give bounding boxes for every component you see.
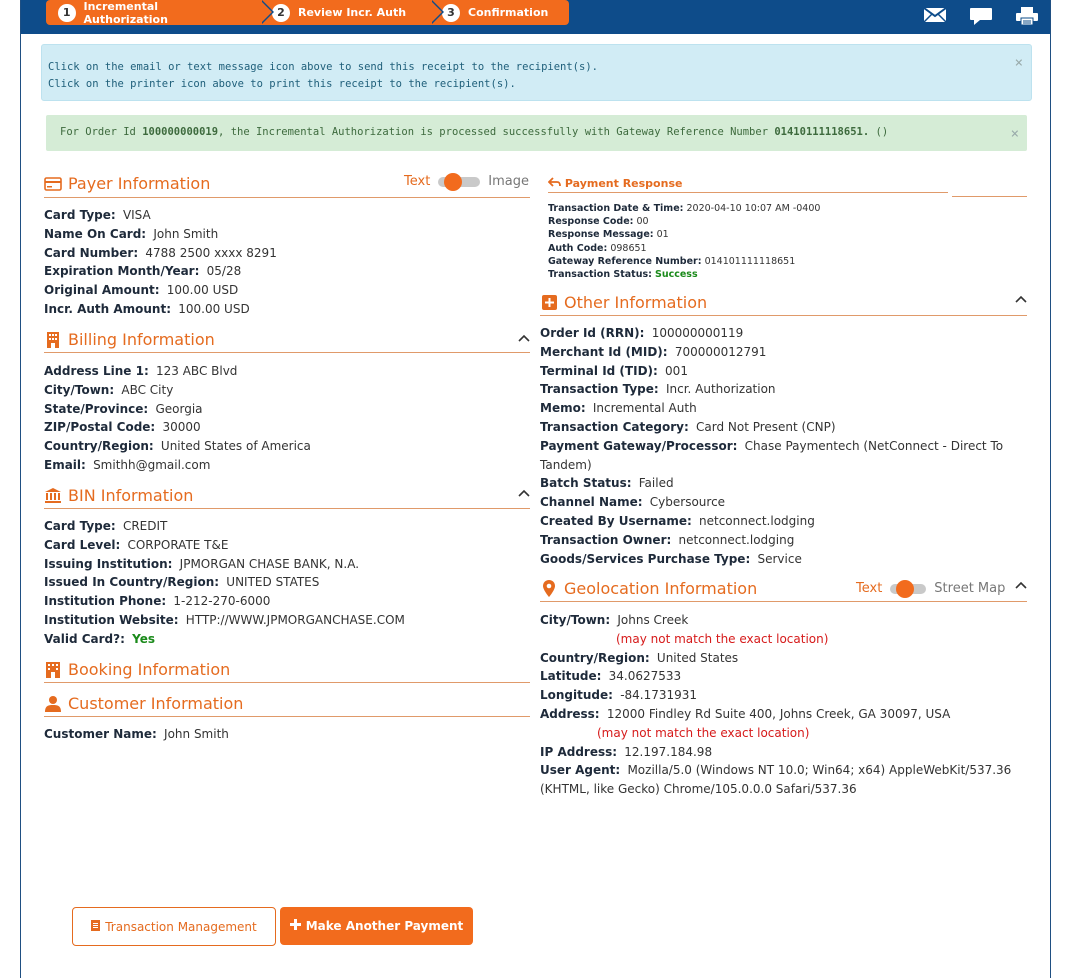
print-icon[interactable] — [1014, 6, 1040, 29]
field-row: Card Number: 4788 2500 xxxx 8291 — [44, 245, 277, 260]
document-icon — [91, 920, 100, 934]
field-row: Transaction Category: Card Not Present (CNP) — [540, 419, 836, 434]
step-number: 2 — [272, 4, 290, 22]
field-row: Card Type: CREDIT — [44, 519, 168, 533]
bank-icon — [44, 486, 62, 504]
success-alert — [46, 115, 1027, 151]
field-row: Created By Username: netconnect.lodging — [540, 513, 815, 528]
booking-info-header — [44, 657, 530, 683]
section-title: Payment Response — [564, 177, 683, 190]
section-title: Booking Information — [68, 660, 231, 679]
field-row: Issuing Institution: JPMORGAN CHASE BANK, N.A. — [44, 556, 360, 571]
step-review[interactable] — [260, 0, 430, 25]
chevron-up-icon[interactable] — [1015, 292, 1027, 307]
toggle-switch[interactable] — [438, 177, 480, 187]
customer-info-header — [44, 690, 530, 717]
user-icon — [44, 694, 62, 712]
field-row: Payment Gateway/Processor: Chase Paymentech (NetConnect - Direct To — [540, 438, 1004, 453]
credit-card-icon — [44, 175, 62, 193]
transaction-management-button[interactable] — [72, 907, 276, 946]
field-row: City/Town: ABC City — [44, 382, 174, 397]
field-row: Institution Website: HTTP://WWW.JPMORGANCHASE.COM — [44, 612, 405, 627]
receipt-actions — [922, 6, 1040, 29]
wizard-steps — [46, 0, 569, 25]
success-middle: , the Incremental Authorization is processed successfully with Gateway Reference Number — [218, 126, 775, 138]
field-row: Address: 12000 Findley Rd Suite 400, Johns Creek, GA 30097, USA — [540, 706, 951, 721]
field-row: Name On Card: John Smith — [44, 226, 219, 241]
info-line-2: Click on the printer icon above to print this receipt to the recipient(s). — [48, 78, 516, 90]
reply-icon — [548, 177, 565, 190]
field-row: Goods/Services Purchase Type: Service — [540, 551, 802, 566]
other-info-header — [540, 289, 1027, 316]
make-another-payment-button[interactable] — [280, 907, 473, 945]
field-row: Transaction Date & Time: 2020-04-10 10:07 AM -0400 — [548, 203, 821, 214]
section-title: Customer Information — [68, 693, 244, 713]
close-icon[interactable]: × — [1014, 55, 1023, 71]
other-fields — [540, 324, 1003, 568]
field-row: Valid Card?: Yes — [44, 631, 156, 646]
customer-fields — [44, 725, 229, 744]
field-row: Order Id (RRN): 100000000119 — [540, 326, 744, 340]
field-row: Transaction Owner: netconnect.lodging — [540, 532, 795, 547]
section-title: Billing Information — [68, 329, 215, 349]
section-title: Payer Information — [68, 174, 211, 193]
button-label: Transaction Management — [105, 919, 257, 934]
step-label: Incremental Authorization — [83, 0, 168, 26]
field-row: Email: Smithh@gmail.com — [44, 457, 211, 472]
success-ref: 01410111118651. — [774, 126, 870, 138]
field-row: Original Amount: 100.00 USD — [44, 283, 239, 298]
section-title: BIN Information — [68, 485, 194, 505]
step-number: 3 — [442, 4, 460, 22]
field-row: Address Line 1: 123 ABC Blvd — [44, 364, 238, 378]
field-row: Card Level: CORPORATE T&E — [44, 537, 229, 552]
field-row: Response Message: 01 — [548, 229, 669, 241]
button-label: Make Another Payment — [305, 919, 464, 933]
field-row: Country/Region: United States — [540, 650, 739, 665]
field-row: Expiration Month/Year: 05/28 — [44, 264, 242, 279]
geo-fields — [540, 611, 1011, 799]
field-row: Transaction Status: Success — [548, 269, 698, 281]
field-row: Terminal Id (TID): 001 — [540, 363, 688, 378]
toggle-text-label: Text — [404, 174, 431, 189]
field-row: Issued In Country/Region: UNITED STATES — [44, 575, 320, 590]
toggle-text-label: Text — [856, 581, 883, 596]
field-row: Latitude: 34.0627533 — [540, 669, 682, 684]
field-row: Country/Region: United States of America — [44, 439, 311, 454]
billing-fields — [44, 362, 311, 475]
chevron-up-icon[interactable] — [518, 486, 530, 501]
field-row: Card Type: VISA — [44, 208, 151, 222]
field-row: Institution Phone: 1-212-270-6000 — [44, 594, 271, 609]
field-row: ZIP/Postal Code: 30000 — [44, 420, 201, 435]
section-title: Other Information — [564, 292, 708, 312]
plus-square-icon — [540, 293, 558, 311]
field-row: (KHTML, like Gecko) Chrome/105.0.0.0 Safari/537.36 — [540, 782, 857, 797]
field-row: Gateway Reference Number: 014101111118651 — [548, 255, 796, 267]
chevron-up-icon[interactable] — [518, 331, 530, 346]
field-row: Incr. Auth Amount: 100.00 USD — [44, 301, 250, 316]
field-row: Merchant Id (MID): 700000012791 — [540, 344, 767, 359]
success-suffix: () — [869, 126, 889, 138]
payer-view-toggle[interactable] — [404, 174, 529, 189]
info-alert — [41, 44, 1032, 101]
field-row: Batch Status: Failed — [540, 476, 674, 491]
toggle-street-map-label: Street Map — [934, 581, 1006, 596]
step-number: 1 — [58, 4, 76, 22]
field-row: Response Code: 00 — [548, 216, 649, 228]
success-order-id: 100000000019 — [142, 126, 219, 138]
field-row: City/Town: Johns Creek — [540, 613, 689, 627]
bin-info-header — [44, 482, 530, 509]
toggle-switch[interactable] — [890, 584, 926, 594]
field-row: User Agent: Mozilla/5.0 (Windows NT 10.0; Win64; x64) AppleWebKit/537.36 — [540, 763, 1012, 778]
close-icon[interactable]: × — [1010, 126, 1019, 142]
building-icon — [44, 330, 62, 348]
step-confirmation[interactable] — [430, 0, 569, 25]
message-icon[interactable] — [968, 6, 994, 29]
chevron-up-icon[interactable] — [1015, 578, 1027, 593]
field-row: Tandem) — [540, 457, 592, 472]
section-title: Geolocation Information — [564, 578, 758, 598]
divider — [952, 196, 1027, 197]
step-incremental-authorization[interactable] — [46, 0, 260, 25]
field-row: State/Province: Georgia — [44, 401, 203, 416]
field-row: IP Address: 12.197.184.98 — [540, 744, 713, 759]
billing-info-header — [44, 326, 530, 353]
payment-response-header — [548, 177, 948, 193]
payer-fields — [44, 206, 277, 319]
step-label: Review Incr. Auth — [298, 6, 407, 19]
info-line-1: Click on the email or text message icon above to send this receipt to the recipient(s). — [48, 61, 598, 73]
field-row: Longitude: -84.1731931 — [540, 688, 698, 703]
step-label: Confirmation — [468, 6, 549, 19]
field-row: Transaction Type: Incr. Authorization — [540, 382, 776, 397]
map-marker-icon — [540, 579, 558, 597]
location-warning: (may not match the exact location) — [597, 725, 810, 740]
bin-fields — [44, 517, 405, 649]
field-row: Channel Name: Cybersource — [540, 495, 726, 510]
field-row: Customer Name: John Smith — [44, 727, 229, 741]
field-row: Auth Code: 098651 — [548, 242, 647, 254]
geo-view-toggle[interactable] — [856, 581, 1005, 596]
plus-icon — [290, 919, 301, 933]
field-row: Memo: Incremental Auth — [540, 401, 697, 416]
email-icon[interactable] — [922, 6, 948, 29]
toggle-image-label: Image — [488, 174, 530, 189]
payment-response-fields — [548, 202, 820, 281]
hotel-icon — [44, 661, 62, 679]
location-warning: (may not match the exact location) — [616, 631, 829, 646]
success-prefix: For Order Id — [60, 126, 143, 138]
